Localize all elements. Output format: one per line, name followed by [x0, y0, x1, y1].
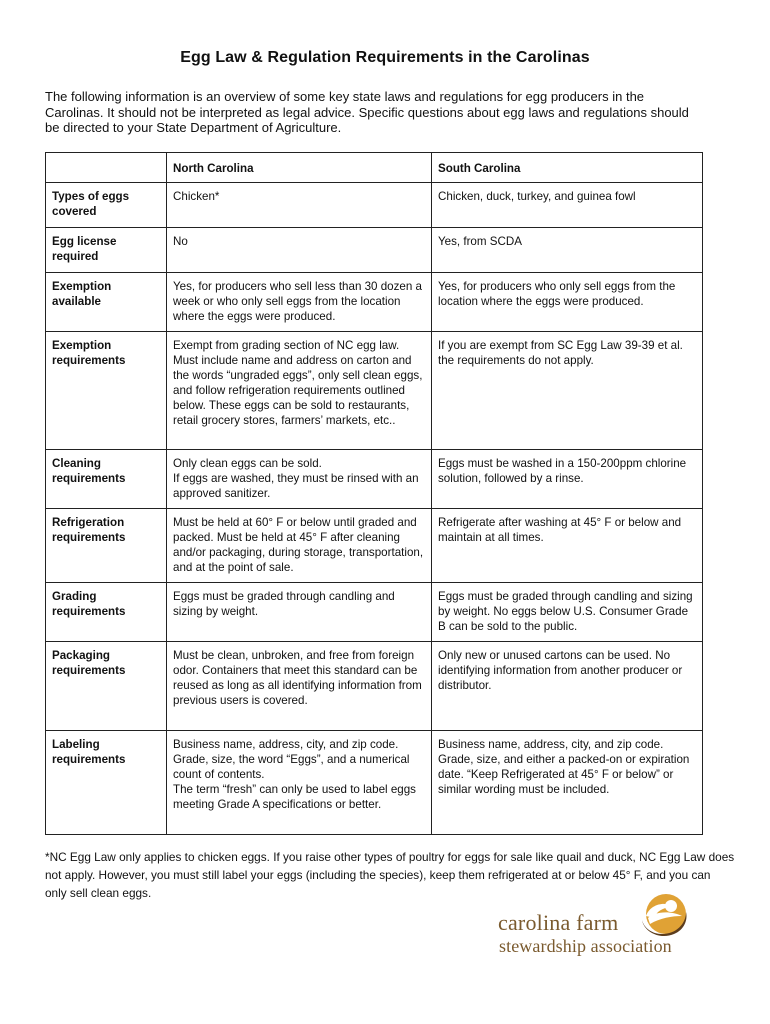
- cell-north-carolina: [167, 183, 432, 228]
- table-row: [46, 583, 703, 642]
- cell-north-carolina: [167, 332, 432, 450]
- cell-north-carolina: [167, 731, 432, 835]
- table-row: [46, 731, 703, 835]
- cell-text: If you are exempt from SC Egg Law 39-39 et al. the requirements do not apply.: [438, 339, 683, 367]
- organization-logo: [498, 890, 698, 960]
- row-label: Refrigeration requirements: [46, 509, 167, 583]
- table-row: [46, 450, 703, 509]
- row-label: Grading requirements: [46, 583, 167, 642]
- sun-over-field-logo-icon: [636, 890, 692, 942]
- cell-south-carolina: [432, 642, 703, 731]
- row-label: Cleaning requirements: [46, 450, 167, 509]
- row-label: Types of eggs covered: [46, 183, 167, 228]
- cell-text: No: [173, 235, 188, 248]
- row-label: Labeling requirements: [46, 731, 167, 835]
- cell-south-carolina: [432, 332, 703, 450]
- cell-text: Yes, for producers who only sell eggs from the location where the eggs were produced.: [438, 280, 676, 308]
- cell-north-carolina: [167, 583, 432, 642]
- table-row: [46, 642, 703, 731]
- cell-text: Business name, address, city, and zip code. Grade, size, and either a packed-on or expiration date. “Keep Refrigerated at 45° F or below” or similar wording must be included.: [438, 738, 690, 796]
- cell-north-carolina: [167, 450, 432, 509]
- header-cell-empty: [46, 153, 167, 183]
- header-cell-south-carolina: South Carolina: [432, 153, 703, 183]
- table-row: [46, 332, 703, 450]
- page-title: Egg Law & Regulation Requirements in the Carolinas: [180, 49, 590, 66]
- cell-text: Yes, from SCDA: [438, 235, 522, 248]
- cell-north-carolina: [167, 509, 432, 583]
- logo-text-line1: carolina farm: [498, 910, 619, 935]
- requirements-table: [45, 152, 703, 835]
- cell-south-carolina: [432, 450, 703, 509]
- cell-north-carolina: [167, 642, 432, 731]
- table-body: [46, 183, 703, 835]
- row-label: Exemption available: [46, 273, 167, 332]
- cell-text: Chicken, duck, turkey, and guinea fowl: [438, 190, 636, 203]
- table-row: [46, 183, 703, 228]
- cell-south-carolina: [432, 509, 703, 583]
- table-row: [46, 228, 703, 273]
- cell-text: Eggs must be graded through candling and sizing by weight. No eggs below U.S. Consumer Grade B can be sold to the public.: [438, 590, 693, 633]
- cell-south-carolina: [432, 731, 703, 835]
- cell-south-carolina: [432, 228, 703, 273]
- row-label: Egg license required: [46, 228, 167, 273]
- cell-text: Eggs must be washed in a 150-200ppm chlorine solution, followed by a rinse.: [438, 457, 687, 485]
- row-label: Packaging requirements: [46, 642, 167, 731]
- cell-text: If eggs are washed, they must be rinsed with an approved sanitizer.: [173, 472, 419, 500]
- cell-text: Chicken*: [173, 190, 220, 203]
- cell-text: The term “fresh” can only be used to label eggs meeting Grade A specifications or better.: [173, 783, 416, 811]
- cell-south-carolina: [432, 273, 703, 332]
- cell-text: Business name, address, city, and zip code. Grade, size, the word “Eggs”, and a numerical count of contents.: [173, 738, 410, 781]
- cell-text: Must be clean, unbroken, and free from foreign odor. Containers that meet this standard can be reused as long as all identifying information from previous users is covered.: [173, 649, 422, 707]
- table-header-row: [46, 153, 703, 183]
- cell-north-carolina: [167, 273, 432, 332]
- cell-text: Exempt from grading section of NC egg law. Must include name and address on carton and the words “ungraded eggs”, only sell clean eggs, and follow refrigeration requirements outlined below. These eggs can be sold to restaurants, retail grocery stores, farmers’ markets, etc..: [173, 339, 423, 427]
- cell-text: Eggs must be graded through candling and sizing by weight.: [173, 590, 395, 618]
- cell-south-carolina: [432, 183, 703, 228]
- cell-north-carolina: [167, 228, 432, 273]
- row-label: Exemption requirements: [46, 332, 167, 450]
- footnote: *NC Egg Law only applies to chicken eggs. If you raise other types of poultry for eggs for sale like quail and duck, NC Egg Law does not apply. However, you must still label your eggs (including the species), keep them refrigerated at or below 45° F, and you can only sell clean eggs.: [45, 850, 735, 900]
- table-row: [46, 509, 703, 583]
- cell-text: Only clean eggs can be sold.: [173, 457, 322, 470]
- cell-text: Yes, for producers who sell less than 30 dozen a week or who only sell eggs from the location where the eggs were produced.: [173, 280, 422, 323]
- cell-text: Only new or unused cartons can be used. No identifying information from another producer or distributor.: [438, 649, 683, 692]
- logo-text-line2: stewardship association: [499, 936, 672, 956]
- intro-paragraph: The following information is an overview of some key state laws and regulations for egg producers in the Carolinas. It should not be interpreted as legal advice. Specific questions about egg laws and regulations should be directed to your State Department of Agriculture.: [45, 89, 689, 136]
- header-cell-north-carolina: North Carolina: [167, 153, 432, 183]
- table-row: [46, 273, 703, 332]
- cell-text: Must be held at 60° F or below until graded and packed. Must be held at 45° F after cleaning and/or packaging, during storage, transportation, and at the point of sale.: [173, 516, 424, 574]
- cell-south-carolina: [432, 583, 703, 642]
- cell-text: Refrigerate after washing at 45° F or below and maintain at all times.: [438, 516, 682, 544]
